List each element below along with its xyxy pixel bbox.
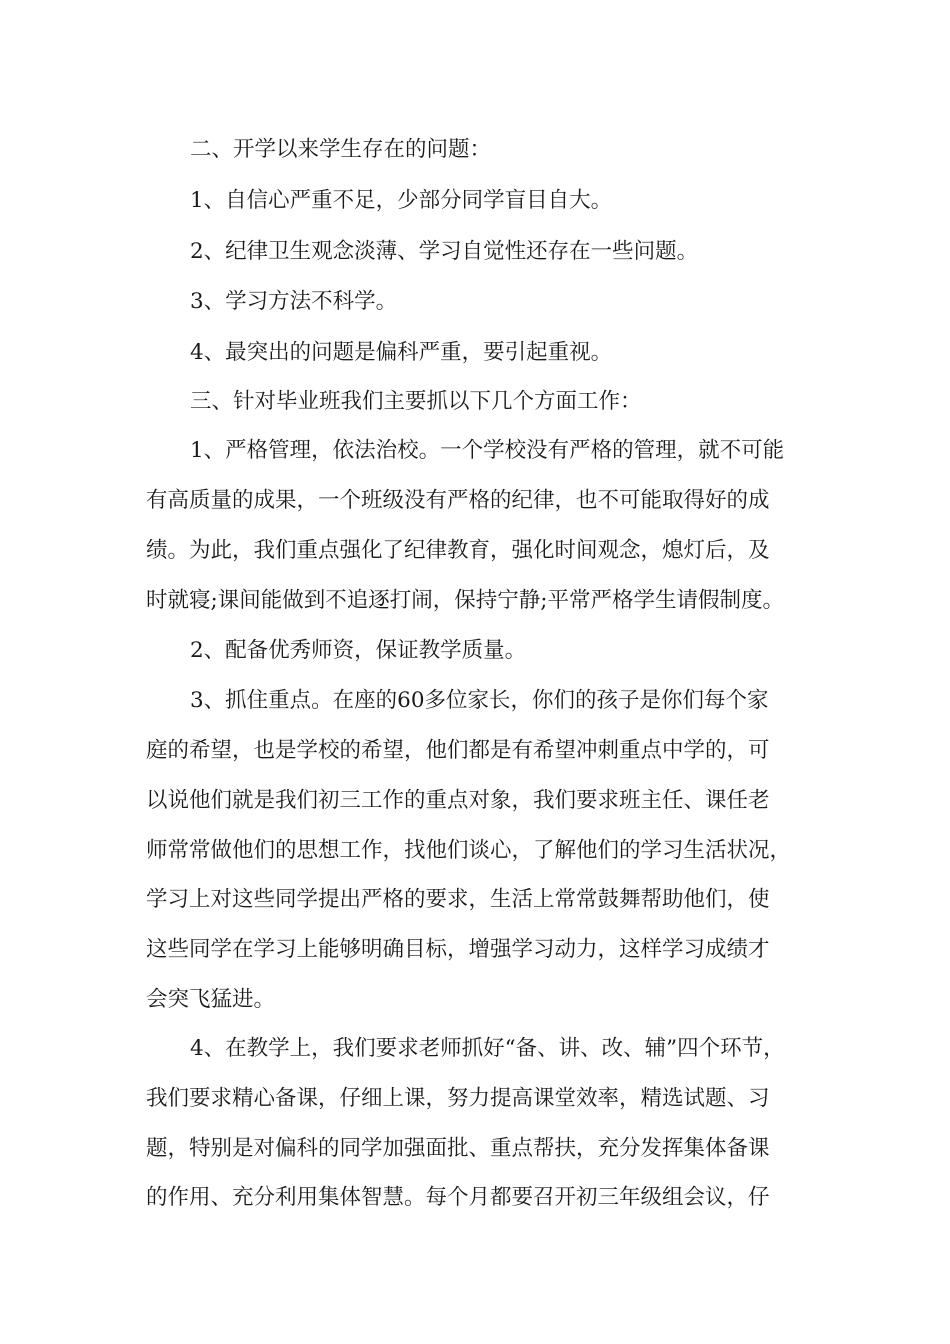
- problem-item-4: 4、最突出的问题是偏科严重，要引起重视。: [190, 340, 613, 365]
- paragraph-line: 的作用、充分利用集体智慧。每个月都要召开初三年级组会议，仔: [146, 1185, 770, 1210]
- paragraph-line: 绩。为此，我们重点强化了纪律教育，强化时间观念，熄灯后，及: [146, 538, 770, 563]
- problem-item-2: 2、纪律卫生观念淡薄、学习自觉性还存在一些问题。: [190, 239, 699, 264]
- paragraph-line: 这些同学在学习上能够明确目标，增强学习动力，这样学习成绩才: [146, 937, 770, 962]
- work-item-2: 2、配备优秀师资，保证教学质量。: [190, 638, 527, 663]
- paragraph-line: 会突飞猛进。: [146, 987, 276, 1012]
- paragraph-line: 题，特别是对偏科的同学加强面批、重点帮扶，充分发挥集体备课: [146, 1136, 770, 1161]
- problem-item-1: 1、自信心严重不足，少部分同学盲目自大。: [190, 188, 613, 213]
- paragraph-line: 时就寝;课间能做到不追逐打闹，保持宁静;平常严格学生请假制度。: [146, 588, 784, 613]
- paragraph-line: 我们要求精心备课，仔细上课，努力提高课堂效率，精选试题、习: [146, 1086, 770, 1111]
- paragraph-line: 学习上对这些同学提出严格的要求，生活上常常鼓舞帮助他们，使: [146, 887, 770, 912]
- paragraph-line: 3、抓住重点。在座的60多位家长，你们的孩子是你们每个家: [190, 688, 769, 713]
- paragraph-line: 师常常做他们的思想工作，找他们谈心，了解他们的学习生活状况，: [146, 838, 792, 863]
- section-heading-problems: 二、开学以来学生存在的问题：: [190, 137, 492, 162]
- paragraph-line: 以说他们就是我们初三工作的重点对象，我们要求班主任、课任老: [146, 788, 770, 813]
- paragraph-line: 有高质量的成果，一个班级没有严格的纪律，也不可能取得好的成: [146, 488, 770, 513]
- paragraph-line: 1、严格管理，依法治校。一个学校没有严格的管理，就不可能: [190, 438, 785, 463]
- problem-item-3: 3、学习方法不科学。: [190, 289, 398, 314]
- paragraph-line: 4、在教学上，我们要求老师抓好“备、讲、改、辅”四个环节，: [190, 1036, 785, 1061]
- section-heading-work: 三、针对毕业班我们主要抓以下几个方面工作：: [190, 389, 642, 414]
- paragraph-line: 庭的希望，也是学校的希望，他们都是有希望冲刺重点中学的，可: [146, 738, 770, 763]
